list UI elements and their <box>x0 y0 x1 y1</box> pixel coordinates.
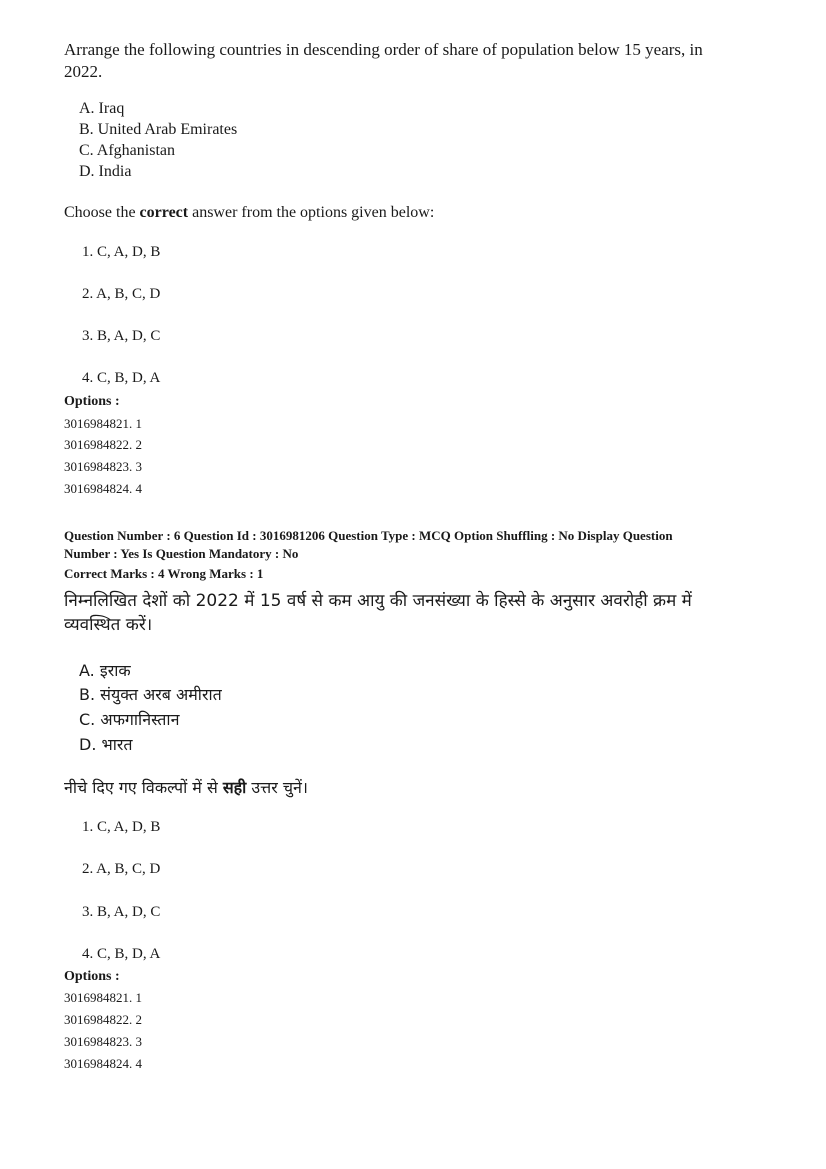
instruction-en-post: answer from the options given below: <box>188 204 435 221</box>
item-hi-b: B. संयुक्त अरब अमीरात <box>79 685 222 704</box>
instruction-en <box>64 204 434 222</box>
question-hi-line2: व्यवस्थित करें। <box>64 615 153 635</box>
item-hi-a: A. इराक <box>79 661 131 680</box>
instruction-en-bold: correct <box>139 204 189 221</box>
item-en-a: A. Iraq <box>79 100 125 117</box>
instruction-hi-bold: सही <box>222 778 247 797</box>
item-en-b: B. United Arab Emirates <box>79 121 238 138</box>
option-id-row: 3016984824. 4 <box>64 481 142 496</box>
item-en-c: C. Afghanistan <box>79 142 175 159</box>
instruction-en-pre: Choose the <box>64 204 140 221</box>
option-id-row: 3016984822. 2 <box>64 437 142 452</box>
choice-hi-1: 1. C, A, D, B <box>82 819 161 835</box>
option-id-row: 3016984824. 4 <box>64 1056 142 1071</box>
choice-en-3: 3. B, A, D, C <box>82 328 161 344</box>
option-id-row: 3016984822. 2 <box>64 1012 142 1027</box>
choice-en-1: 1. C, A, D, B <box>82 244 161 260</box>
question-meta-marks: Correct Marks : 4 Wrong Marks : 1 <box>64 566 264 581</box>
option-id-row: 3016984823. 3 <box>64 1034 142 1049</box>
option-id-row: 3016984821. 1 <box>64 990 142 1005</box>
option-id-row: 3016984821. 1 <box>64 416 142 431</box>
question-meta-line1: Question Number : 6 Question Id : 3016981206 Question Type : MCQ Option Shuffling : No Display Question <box>64 528 673 543</box>
choice-en-4: 4. C, B, D, A <box>82 370 161 386</box>
question-en-line1: Arrange the following countries in descending order of share of population below 15 years, in <box>64 40 703 59</box>
choice-en-2: 2. A, B, C, D <box>82 286 161 302</box>
instruction-hi-post: उत्तर चुनें। <box>246 778 308 797</box>
choice-hi-2: 2. A, B, C, D <box>82 861 161 877</box>
option-id-row: 3016984823. 3 <box>64 459 142 474</box>
instruction-hi-pre: नीचे दिए गए विकल्पों में से <box>64 778 223 797</box>
question-hi-line1: निम्नलिखित देशों को 2022 में 15 वर्ष से कम आयु की जनसंख्या के हिस्से के अनुसार अवरोही क्रम में <box>64 591 692 611</box>
item-hi-d: D. भारत <box>79 735 133 754</box>
options-label-1: Options : <box>64 394 120 409</box>
options-label-2: Options : <box>64 969 120 984</box>
item-en-d: D. India <box>79 163 132 180</box>
choice-hi-3: 3. B, A, D, C <box>82 904 161 920</box>
item-hi-c: C. अफगानिस्तान <box>79 710 180 729</box>
question-en-line2: 2022. <box>64 62 103 81</box>
question-meta-line2: Number : Yes Is Question Mandatory : No <box>64 546 299 561</box>
instruction-hi <box>64 776 308 798</box>
choice-hi-4: 4. C, B, D, A <box>82 946 161 962</box>
